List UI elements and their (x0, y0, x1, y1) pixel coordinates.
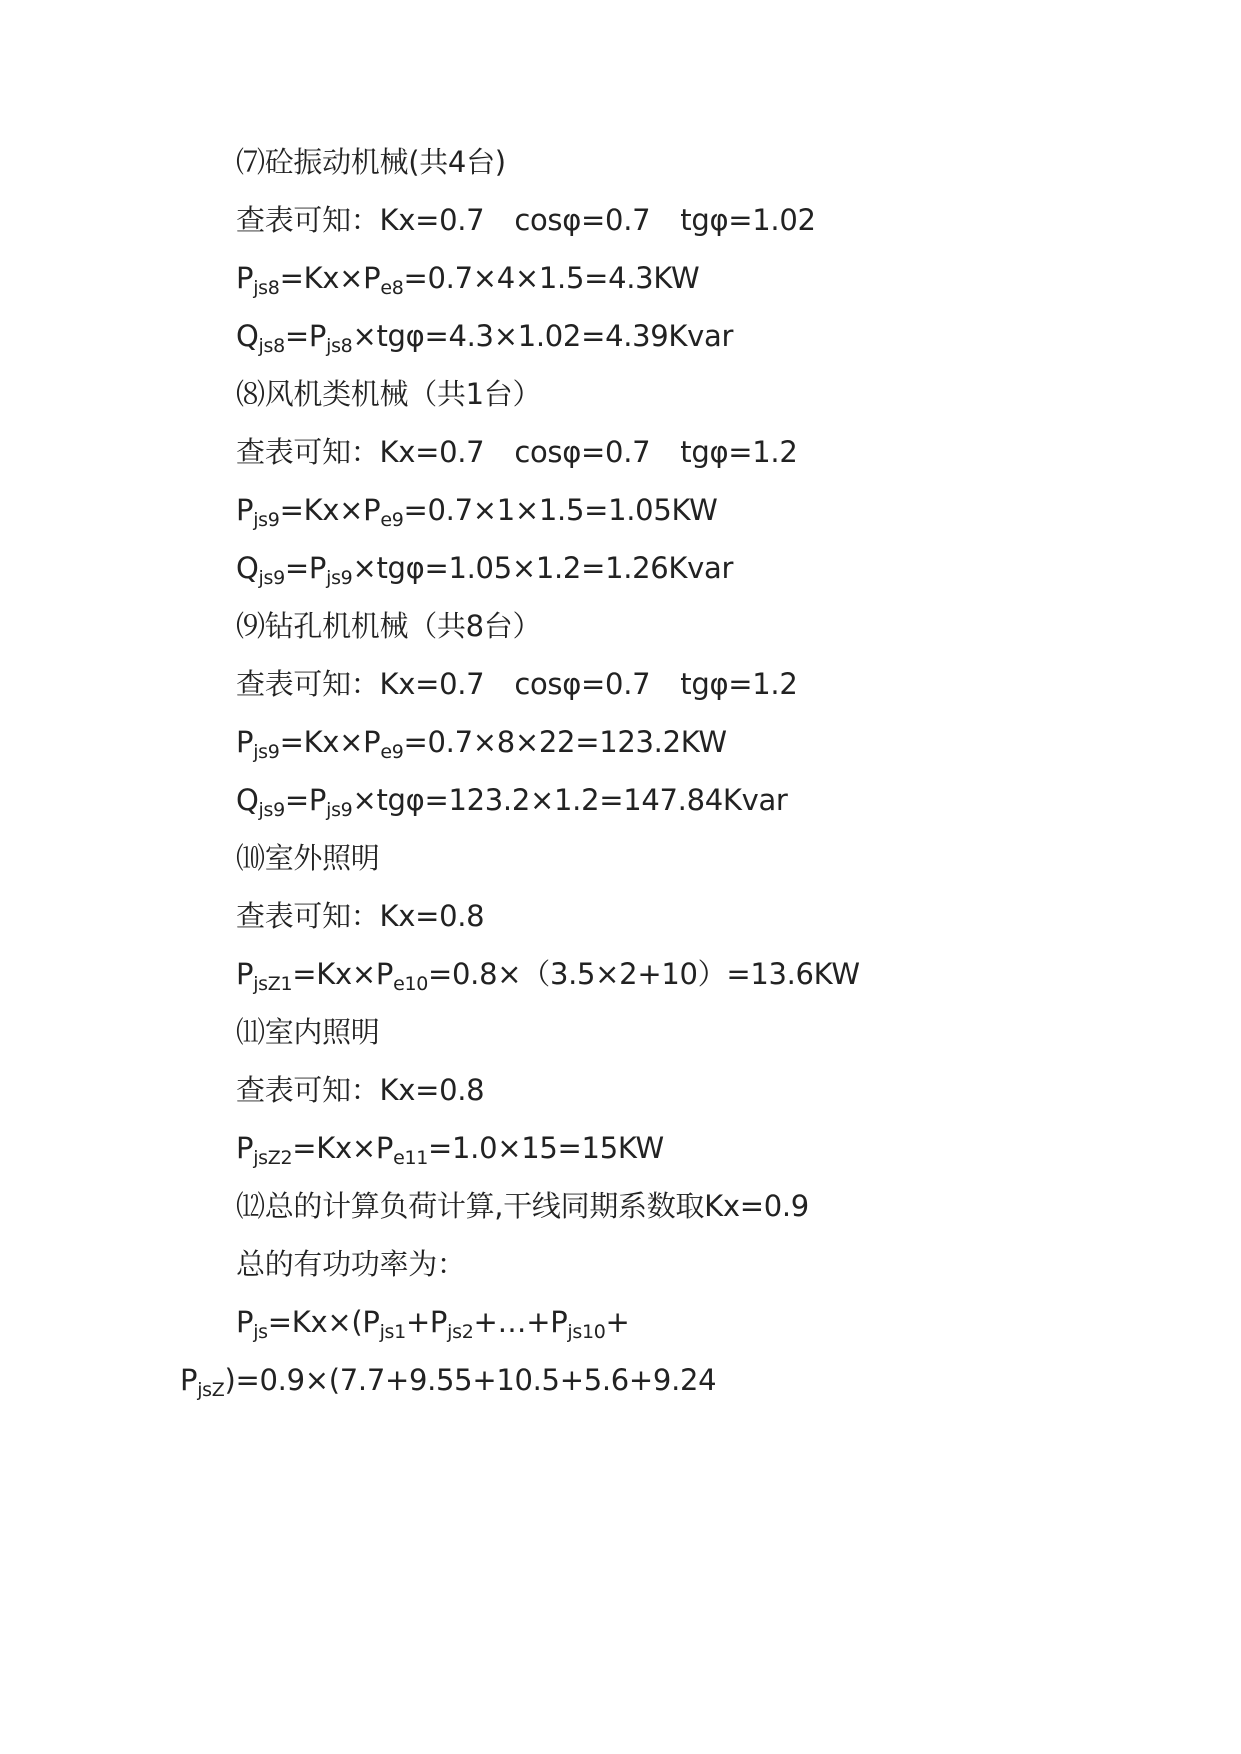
text-line (236, 548, 733, 588)
subscript: js (253, 1321, 268, 1343)
subscript: jsZ2 (253, 1147, 293, 1169)
text-line (236, 606, 541, 646)
subscript: e11 (393, 1147, 429, 1169)
text-run: P (236, 493, 254, 527)
text-run: =P (284, 551, 327, 585)
text-run: =Kx×(P (267, 1305, 380, 1339)
text-line (236, 896, 484, 936)
text-run: 总的有功功率为： (236, 1247, 466, 1281)
text-line (236, 1244, 466, 1284)
text-run: =0.7×4×1.5=4.3KW (403, 261, 700, 295)
text-line (236, 838, 380, 878)
subscript: jsZ (197, 1379, 225, 1401)
subscript: e9 (380, 741, 404, 763)
text-line (236, 316, 733, 356)
text-line (236, 1186, 809, 1226)
text-run: Q (236, 783, 259, 817)
text-run: =Kx×P (279, 725, 381, 759)
text-run: P (236, 725, 254, 759)
text-run: =0.7×1×1.5=1.05KW (403, 493, 718, 527)
text-run: =P (284, 319, 327, 353)
text-run: ×tgφ=1.05×1.2=1.26Kvar (352, 551, 734, 585)
subscript: js2 (447, 1321, 474, 1343)
text-run: Q (236, 319, 259, 353)
text-run: 查表可知：Kx=0.8 (236, 1073, 485, 1107)
text-line (236, 258, 699, 298)
subscript: js8 (326, 335, 353, 357)
text-run: =Kx×P (292, 957, 394, 991)
text-run: cosφ=0.7 (514, 435, 651, 469)
text-line (236, 490, 718, 530)
text-run: )=0.9×(7.7+9.55+10.5+5.6+9.24 (224, 1363, 717, 1397)
text-run: =0.7×8×22=123.2KW (403, 725, 727, 759)
text-line (236, 200, 816, 240)
text-run: ⑻风机类机械（共1台） (236, 377, 542, 411)
text-run: P (236, 1305, 254, 1339)
text-run: +…+P (473, 1305, 568, 1339)
text-run: tgφ=1.2 (680, 435, 798, 469)
subscript: e10 (393, 973, 429, 995)
text-run: ⑽室外照明 (236, 841, 380, 875)
text-line (236, 1302, 630, 1342)
text-run: 查表可知：Kx=0.7 (236, 435, 485, 469)
text-run: 查表可知：Kx=0.8 (236, 899, 485, 933)
text-run: 查表可知：Kx=0.7 (236, 203, 485, 237)
text-line (236, 780, 788, 820)
text-run: P (236, 1131, 254, 1165)
text-line (236, 722, 727, 762)
text-run: =Kx×P (279, 493, 381, 527)
subscript: e9 (380, 509, 404, 531)
subscript: js1 (379, 1321, 406, 1343)
subscript: js9 (258, 799, 285, 821)
text-line (236, 432, 798, 472)
text-run: +P (405, 1305, 448, 1339)
text-run: ⑿总的计算负荷计算,干线同期系数取Kx=0.9 (236, 1189, 809, 1223)
subscript: js9 (253, 509, 280, 531)
text-run: P (180, 1363, 198, 1397)
subscript: js8 (253, 277, 280, 299)
subscript: js9 (253, 741, 280, 763)
text-line (236, 1012, 380, 1052)
subscript: js10 (567, 1321, 606, 1343)
text-run: P (236, 261, 254, 295)
text-run: =1.0×15=15KW (428, 1131, 664, 1165)
text-line (236, 142, 506, 182)
subscript: e8 (380, 277, 404, 299)
subscript: js9 (326, 567, 353, 589)
text-run: 查表可知：Kx=0.7 (236, 667, 485, 701)
subscript: js8 (258, 335, 285, 357)
text-line (180, 1360, 716, 1400)
text-line (236, 1128, 664, 1168)
text-run: ×tgφ=4.3×1.02=4.39Kvar (352, 319, 734, 353)
text-run: =Kx×P (279, 261, 381, 295)
subscript: js9 (258, 567, 285, 589)
subscript: jsZ1 (253, 973, 293, 995)
text-run: =0.8×（3.5×2+10）=13.6KW (428, 957, 860, 991)
text-run: ⑺砼振动机械(共4台) (236, 145, 506, 179)
text-run: ⑼钻孔机机械（共8台） (236, 609, 542, 643)
text-line (236, 664, 798, 704)
text-run: cosφ=0.7 (514, 667, 651, 701)
text-run: Q (236, 551, 259, 585)
text-run: cosφ=0.7 (514, 203, 651, 237)
subscript: js9 (326, 799, 353, 821)
text-run: tgφ=1.2 (680, 667, 798, 701)
text-line (236, 374, 541, 414)
text-line (236, 1070, 484, 1110)
text-run: P (236, 957, 254, 991)
text-line (236, 954, 860, 994)
text-run: =Kx×P (292, 1131, 394, 1165)
text-run: + (605, 1305, 630, 1339)
text-run: tgφ=1.02 (680, 203, 816, 237)
text-run: ×tgφ=123.2×1.2=147.84Kvar (352, 783, 788, 817)
text-run: =P (284, 783, 327, 817)
text-run: ⑾室内照明 (236, 1015, 380, 1049)
